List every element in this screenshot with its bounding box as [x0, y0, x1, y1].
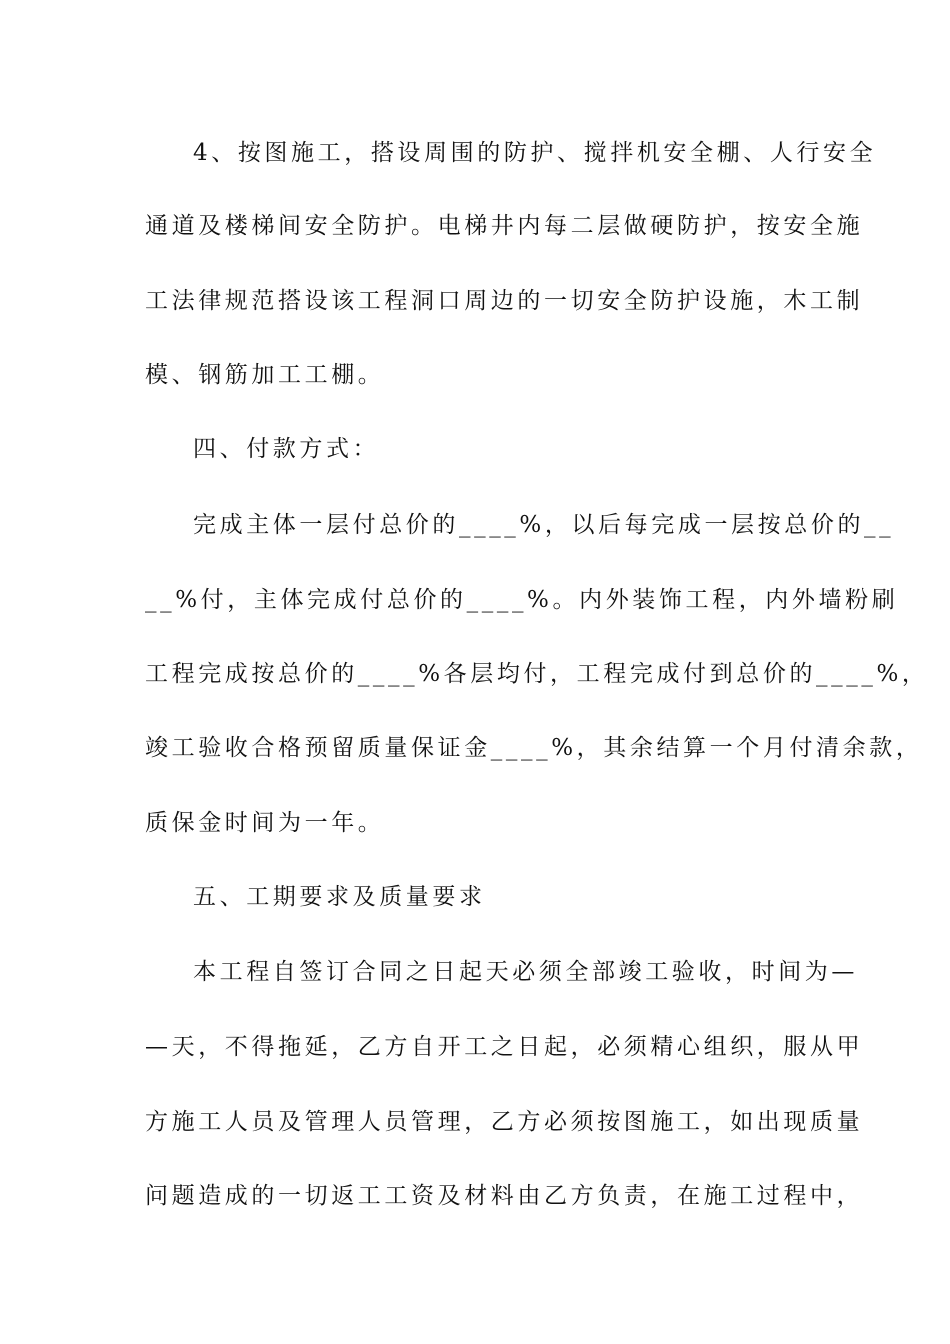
paragraph-line: 模、钢筋加工工棚。 — [145, 362, 385, 388]
paragraph-line: 方施工人员及管理人员管理，乙方必须按图施工，如出现质量 — [145, 1109, 864, 1135]
paragraph-line: 工法律规范搭设该工程洞口周边的一切安全防护设施，木工制 — [145, 288, 864, 314]
paragraph-line: 质保金时间为一年。 — [145, 810, 385, 836]
section-heading: 四、付款方式： — [193, 436, 380, 462]
paragraph-line: 4、按图施工，搭设周围的防护、搅拌机安全棚、人行安全 — [193, 140, 877, 166]
paragraph-line: 通道及楼梯间安全防护。电梯井内每二层做硬防护，按安全施 — [145, 213, 864, 239]
paragraph-line: —天，不得拖延，乙方自开工之日起，必须精心组织，服从甲 — [145, 1034, 864, 1060]
paragraph-line: 完成主体一层付总价的____%，以后每完成一层按总价的__ — [193, 512, 895, 538]
paragraph-line: 本工程自签订合同之日起天必须全部竣工验收，时间为— — [193, 959, 858, 985]
paragraph-line: __%付，主体完成付总价的____%。内外装饰工程，内外墙粉刷 — [145, 587, 899, 613]
paragraph-line: 竣工验收合格预留质量保证金____%，其余结算一个月付清余款， — [145, 735, 923, 761]
paragraph-line: 工程完成按总价的____%各层均付，工程完成付到总价的____%， — [145, 661, 929, 687]
paragraph-line: 问题造成的一切返工工资及材料由乙方负责，在施工过程中， — [145, 1183, 864, 1209]
section-heading: 五、工期要求及质量要求 — [193, 884, 486, 910]
